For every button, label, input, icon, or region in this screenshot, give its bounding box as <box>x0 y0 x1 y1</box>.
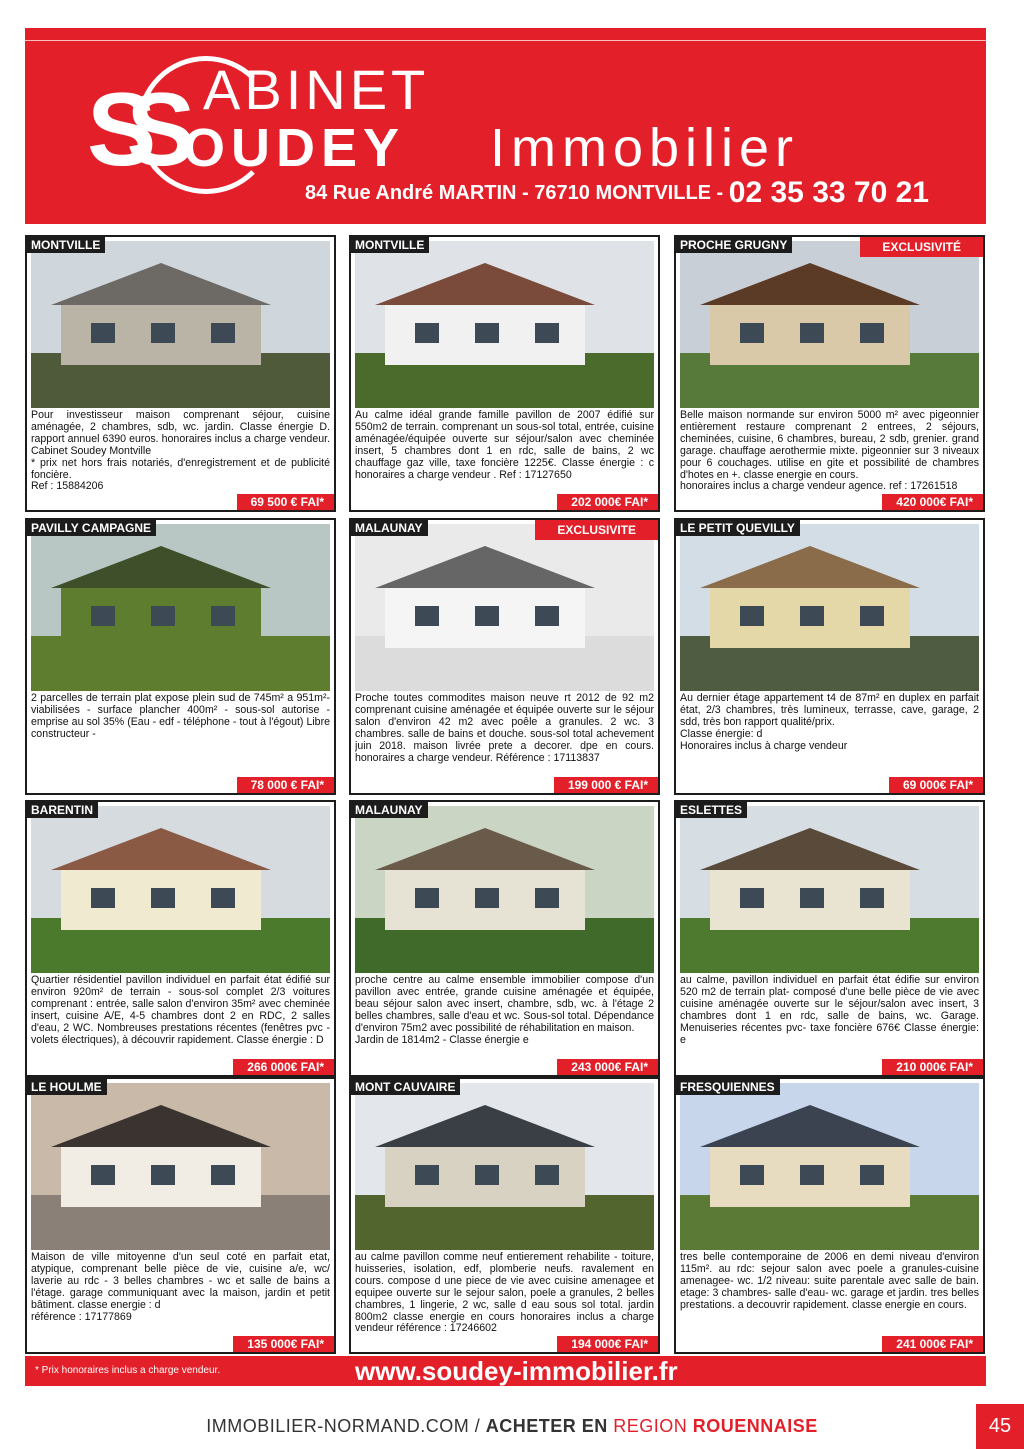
property-photo[interactable] <box>31 524 330 691</box>
listing-card[interactable] <box>349 235 660 512</box>
listing-description: Belle maison normande sur environ 5000 m² avec pigeonnier entièrement restaure comprenant 2 entrees, 2 séjours, cheminées, cuisine, 6 chambres, bureau, 2 sdb, grenier. grand garage. chauffage aerothermie mixte. pigeonnier sur 3 niveaux pour 6 couchages. utilise en gite et possibilité de chambres d'hotes en +. classe energie en cours. honoraires inclus a charge vendeur agence. ref : 17261518 <box>680 410 979 492</box>
property-photo-image <box>680 1083 979 1250</box>
listing-description: Au calme idéal grande famille pavillon de 2007 édifié sur 550m2 de terrain. comprenant un sous-sol total, entrée, cuisine aménagée/équipée ouverte sur séjour/salon avec cheminée insert, 5 chambres dont 1 en rdc, salle de bains, 2 wc chauffage gaz ville, taxe foncière 1225€. Classe énergie : c honoraires a charge vendeur . Ref : 17127650 <box>355 410 654 481</box>
listing-location: PAVILLY CAMPAGNE <box>27 520 156 536</box>
listing-card[interactable] <box>25 518 336 795</box>
page-number: 45 <box>976 1404 1024 1449</box>
listing-location: ESLETTES <box>676 802 747 818</box>
listing-price: 210 000€ FAI* <box>882 1059 983 1075</box>
listing-location: MALAUNAY <box>351 520 428 536</box>
property-photo-image <box>355 1083 654 1250</box>
listing-price: 135 000€ FAI* <box>233 1336 334 1352</box>
listing-card[interactable] <box>25 235 336 512</box>
listing-card[interactable] <box>25 800 336 1077</box>
listing-location: LE HOULME <box>27 1079 107 1095</box>
listing-card[interactable] <box>349 1077 660 1354</box>
property-photo-image <box>31 806 330 973</box>
listing-card[interactable] <box>349 800 660 1077</box>
listing-description: Au dernier étage appartement t4 de 87m² en duplex en parfait état, 2/3 chambres, très lumineux, terrasse, cave, garage, 2 sdd, très bon rapport qualité/prix. Classe énergie: d Honoraires inclus à charge vendeur <box>680 693 979 752</box>
listing-description: 2 parcelles de terrain plat expose plein sud de 745m² a 951m²- viabilisées - surface plancher 400m² - sous-sol autorise - emprise au sol 35% (Eau - edf - téléphone - tout à l'égout) Libre constructeur - <box>31 693 330 740</box>
listing-card[interactable] <box>674 800 985 1077</box>
listing-price: 243 000€ FAI* <box>557 1059 658 1075</box>
property-photo-image <box>31 524 330 691</box>
listing-description: Quartier résidentiel pavillon individuel en parfait état édifié sur environ 920m² de terrain - sous-sol complet 2/3 voitures comprenant : entrée, salle salon d'environ 35m² avec cheminée insert, cuisine A/E, 4-5 chambres dont 2 en RDC, 2 salles d'eau, 2 WC. Nombreuses prestations récentes (fenêtres pvc - volets électriques), à découvrir rapidement. Classe énergie : D <box>31 975 330 1046</box>
property-photo-image <box>355 524 654 691</box>
agency-header <box>25 28 986 224</box>
listing-location: LE PETIT QUEVILLY <box>676 520 800 536</box>
footer-rouennaise: ROUENNAISE <box>692 1416 818 1436</box>
price-footnote: * Prix honoraires inclus a charge vendeur. <box>35 1365 221 1376</box>
footer-separator: / <box>469 1416 486 1436</box>
listing-card[interactable] <box>674 1077 985 1354</box>
listing-price: 202 000€ FAI* <box>557 494 658 510</box>
listing-description: Pour investisseur maison comprenant séjour, cuisine aménagée, 2 chambres, sdb, wc. jardin. Classe énergie D. rapport annuel 6390 euros. honoraires inclus a charge vendeur. Cabinet Soudey Montville * prix net hors frais notariés, d'enregistrement et de publicité foncière. Ref : 15884206 <box>31 410 330 492</box>
listing-description: au calme pavillon comme neuf entierement rehabilite - toiture, huisseries, isolation, edf, plomberie neufs. ravalement en cours. compose d une piece de vie avec cuisine amenagee et equipee ouverte sur le sejour salon, poele a granules, 2 belles chambres, 1 lingerie, 2 wc, salle d eau sous sol total. jardin 800m2 classe energie en cours honoraires inclus a charge vendeur référence : 17246602 <box>355 1252 654 1334</box>
property-photo[interactable] <box>355 241 654 408</box>
listing-location: FRESQUIENNES <box>676 1079 780 1095</box>
property-photo-image <box>31 1083 330 1250</box>
footer-acheter: ACHETER EN <box>485 1416 614 1436</box>
logo-word-cabinet: ABINET <box>203 58 430 121</box>
listing-card[interactable] <box>674 518 985 795</box>
property-photo[interactable] <box>680 241 979 408</box>
listing-card[interactable] <box>674 235 985 512</box>
property-photo[interactable] <box>31 806 330 973</box>
logo-word-soudey: OUDEY <box>183 118 406 178</box>
listing-card[interactable] <box>349 518 660 795</box>
listing-price: 69 500 € FAI* <box>237 494 334 510</box>
property-photo[interactable] <box>355 1083 654 1250</box>
footer-region: REGION <box>613 1416 693 1436</box>
logo-word-immobilier: Immobilier <box>490 118 800 178</box>
property-photo-image <box>355 806 654 973</box>
listing-price: 69 000€ FAI* <box>889 777 983 793</box>
exclusive-badge: EXCLUSIVITÉ <box>860 237 983 257</box>
logo-mark: SS <box>87 72 166 188</box>
property-photo-image <box>680 524 979 691</box>
property-photo[interactable] <box>680 806 979 973</box>
listing-description: Proche toutes commodites maison neuve rt 2012 de 92 m2 comprenant cuisine aménagée et équipée ouverte sur le séjour salon d'environ 42 m2 avec poêle a granules. 2 wc. 3 chambres. salle de bains et douche. sous-sol total achevement juin 2018. maison livrée prete a decorer. dpe en cours. honoraires a charge vendeur. Référence : 17113837 <box>355 693 654 764</box>
magazine-site-name[interactable]: IMMOBILIER-NORMAND.COM <box>206 1416 470 1436</box>
listing-description: au calme, pavillon individuel en parfait état édifie sur environ 520 m2 de terrain plat- composé d'une belle pièce de vie avec cuisine aménagée ouverte sur le séjour/salon avec insert, 3 chambres dont 1 en rdc, salle de bains, wc. Garage. Menuiseries récentes pvc- taxe foncière 676€ Classe énergie: e <box>680 975 979 1046</box>
listing-location: MONT CAUVAIRE <box>351 1079 460 1095</box>
agency-address <box>305 176 929 210</box>
property-photo[interactable] <box>680 524 979 691</box>
address-text: 84 Rue André MARTIN - 76710 MONTVILLE - <box>305 182 724 204</box>
property-photo-image <box>680 806 979 973</box>
listing-price: 241 000€ FAI* <box>882 1336 983 1352</box>
website-link[interactable]: www.soudey-immobilier.fr <box>355 1356 678 1386</box>
property-photo-image <box>355 241 654 408</box>
listing-description: Maison de ville mitoyenne d'un seul coté en parfait etat, atypique, comprenant belle pièce de vie, cuisine a/e, wc/ laverie au rdc - 3 belles chambres - wc et salle de bains a l'étage. garage communiquant avec la maison, jardin et petit bâtiment. classe energie : d référence : 17177869 <box>31 1252 330 1323</box>
listing-price: 420 000€ FAI* <box>882 494 983 510</box>
property-photo-image <box>680 241 979 408</box>
listing-price: 194 000€ FAI* <box>557 1336 658 1352</box>
footer-bar <box>25 1356 986 1386</box>
listing-location: MALAUNAY <box>351 802 428 818</box>
listing-price: 266 000€ FAI* <box>233 1059 334 1075</box>
property-photo[interactable] <box>680 1083 979 1250</box>
listing-description: proche centre au calme ensemble immobilier compose d'un pavillon avec entrée, grande cuisine aménagée et équipée, beau séjour salon avec insert, chambre, sdb, wc. à l'étage 2 belles chambres, salle d'eau et wc. Sous-sol total. Dépendance d'environ 75m2 avec possibilité de réhabilitation en maison. Jardin de 1814m2 - Classe énergie e <box>355 975 654 1046</box>
listing-price: 199 000 € FAI* <box>554 777 658 793</box>
property-photo[interactable] <box>31 241 330 408</box>
phone-number[interactable]: 02 35 33 70 21 <box>728 176 929 209</box>
listing-card[interactable] <box>25 1077 336 1354</box>
property-photo[interactable] <box>31 1083 330 1250</box>
listing-location: MONTVILLE <box>27 237 105 253</box>
magazine-footer-line <box>0 1404 1024 1448</box>
listing-location: BARENTIN <box>27 802 98 818</box>
property-photo-image <box>31 241 330 408</box>
header-rule <box>25 40 986 41</box>
property-photo[interactable] <box>355 806 654 973</box>
listing-description: tres belle contemporaine de 2006 en demi niveau d'environ 115m². au rdc: sejour salon avec poele a granules-cuisine amenagee- wc. 1/2 niveau: suite parentale avec salle de bain. etage: 3 chambres- salle d'eau- wc. garage et jardin. tres belles prestations. a decouvrir rapidement. classe energie en cours. <box>680 1252 979 1311</box>
property-photo[interactable] <box>355 524 654 691</box>
listing-location: PROCHE GRUGNY <box>676 237 792 253</box>
exclusive-badge: EXCLUSIVITE <box>535 520 658 540</box>
listing-location: MONTVILLE <box>351 237 429 253</box>
listing-price: 78 000 € FAI* <box>237 777 334 793</box>
